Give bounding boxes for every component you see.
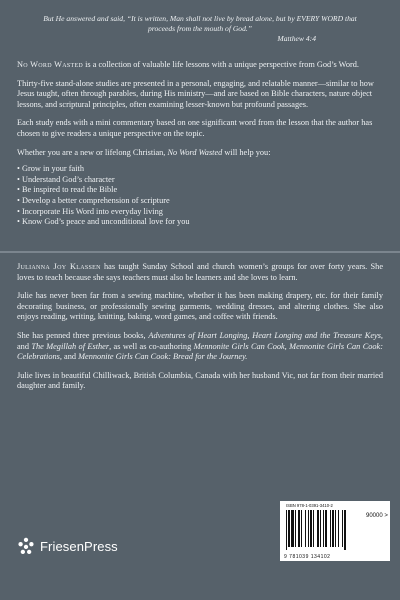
intro-paragraph	[17, 60, 383, 71]
benefits-list	[17, 164, 383, 228]
benefit-item: • Understand God’s character	[17, 175, 383, 186]
bio-paragraph-4: Julie lives in beautiful Chilliwack, British Columbia, Canada with her husband Vic, not far from their married daughter and family.	[17, 370, 383, 391]
book-title: No Word Wasted	[17, 60, 84, 69]
benefit-item: • Grow in your faith	[17, 164, 383, 175]
epigraph	[40, 14, 360, 44]
publisher-name: FriesenPress	[40, 538, 118, 554]
section-divider	[0, 251, 400, 253]
benefit-item: • Be inspired to read the Bible	[17, 185, 383, 196]
commentary-paragraph: Each study ends with a mini commentary based on one significant word from the lesson that the author has chosen to give readers a unique perspective on the topic.	[17, 118, 373, 138]
bio-paragraph-3: She has penned three previous books, Adventures of Heart Longing, Heart Longing and the Treasure Keys, and The Megillah of Esther, as well as co-authoring Mennonite Girls Can Cook, Mennonite Girls Can Cook: Celebrations, and Mennonite Girls Can Cook: Bread for the Journey.	[17, 330, 383, 362]
barcode-digits: 9 781039 134102	[284, 554, 331, 560]
author-name: Julianna Joy Klassen	[17, 262, 101, 271]
epigraph-reference: Matthew 4:4	[277, 34, 316, 43]
book-description	[17, 60, 383, 228]
bio-paragraph-1: Julianna Joy Klassen has taught Sunday School and church women’s groups for over forty years. She loves to teach because she says teachers must also be learners and she loves to learn.	[17, 262, 383, 282]
benefit-item: • Incorporate His Word into everyday living	[17, 207, 383, 218]
isbn-barcode	[280, 501, 390, 561]
benefit-item: • Know God’s peace and unconditional love for you	[17, 217, 383, 228]
book-title-italic: No Word Wasted	[167, 147, 223, 157]
isbn-label: ISBN 978-1-0391-3410-2	[286, 503, 333, 508]
audience-paragraph: Whether you are a new or lifelong Christian, No Word Wasted will help you:	[17, 147, 271, 157]
benefit-item: • Develop a better comprehension of scripture	[17, 196, 383, 207]
friesenpress-logo-icon	[17, 537, 35, 555]
publisher-logo	[17, 537, 118, 555]
intro-text: is a collection of valuable life lessons with a unique perspective from God’s Word.	[83, 60, 359, 69]
description-paragraph: Thirty-five stand-alone studies are presented in a personal, engaging, and relatable manner—similar to how Jesus taught, often through parables, during His ministry—and are based on Bible characters, nature object lessons, and scriptural principles, often examining lesser-known but profound passages.	[17, 78, 374, 109]
barcode-bars-icon	[285, 510, 363, 550]
bio-paragraph-2: Julie has never been far from a sewing machine, whether it has been making drapery, etc. for their family decorating business, or professionally sewing garments, wedding dresses, and altering clothes. She also enjoys reading, writing, knitting, baking, word games, and coffee with friends.	[17, 291, 383, 322]
epigraph-text: But He answered and said, “It is written, Man shall not live by bread alone, but by EVERY WORD that proceeds from the mouth of God.”	[43, 14, 357, 33]
price-code: 90000 >	[366, 513, 388, 519]
author-bio	[17, 262, 383, 400]
